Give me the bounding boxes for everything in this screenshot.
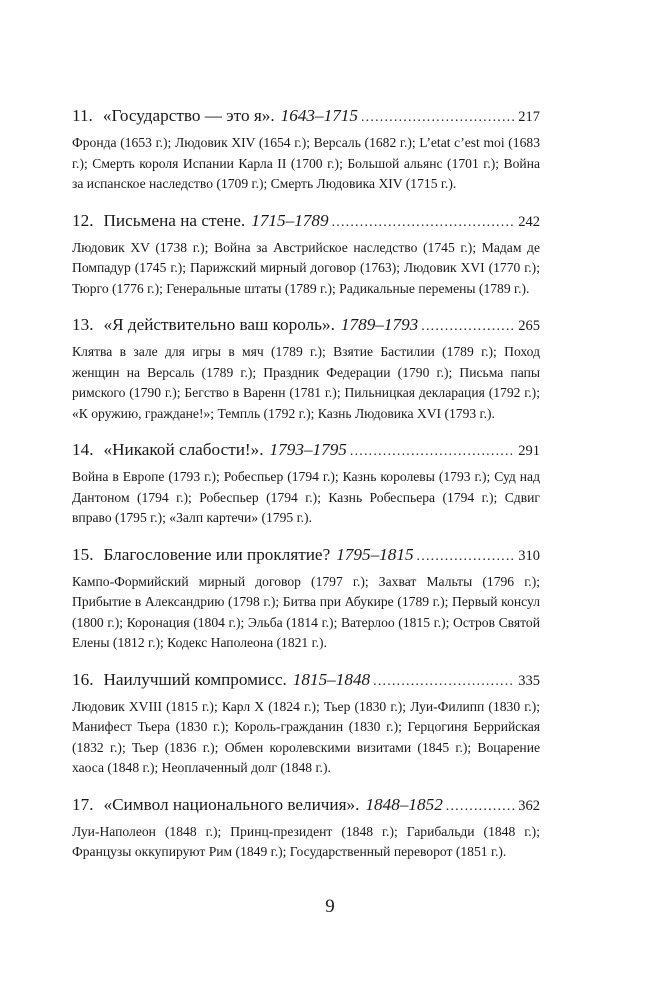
chapter-years: 1848–1852	[365, 794, 443, 814]
chapter-title: Благословение или проклятие?	[103, 544, 331, 564]
chapter-heading	[72, 668, 540, 694]
chapter-number: 15.	[72, 544, 94, 564]
chapter-title: Наилучший компромисс.	[103, 669, 287, 689]
chapter-description: Клятва в зале для игры в мяч (1789 г.); Взятие Бастилии (1789 г.); Поход женщин на Версаль (1789 г.); Праздник Федерации (1790 г.); Письма папы римского (1790 г.); Бегство в Варенн (1781 г.); Пильницкая декларация (1792 г.); «К оружию, граждане!»; Темпль (1792 г.); Казнь Людовика XVI (1793 г.).	[72, 344, 540, 421]
toc-entry-16	[72, 668, 540, 779]
chapter-page-number: 362	[518, 797, 540, 814]
chapter-page-number: 217	[518, 109, 540, 125]
page-number: 9	[325, 896, 335, 917]
chapter-page-number: 265	[518, 318, 540, 334]
chapter-heading	[72, 793, 540, 819]
chapter-years: 1793–1795	[269, 440, 347, 459]
chapter-number: 16.	[72, 669, 94, 689]
chapter-heading	[72, 209, 540, 235]
chapter-page-number: 242	[518, 213, 540, 230]
table-of-contents	[72, 104, 540, 877]
chapter-number: 12.	[72, 210, 94, 230]
dot-leader	[332, 211, 516, 235]
chapter-number: 17.	[72, 794, 94, 814]
chapter-years: 1795–1815	[336, 544, 414, 564]
toc-entry-15	[72, 543, 540, 654]
chapter-number: 14.	[72, 440, 94, 459]
chapter-years: 1643–1715	[280, 106, 358, 125]
chapter-number: 11.	[72, 106, 93, 125]
dot-leader	[417, 545, 516, 569]
chapter-description: Кампо-Формийский мирный договор (1797 г.); Захват Мальты (1796 г.); Прибытие в Александрию (1798 г.); Битва при Абукире (1789 г.); Первый консул (1800 г.); Коронация (1804 г.); Эльба (1814 г.); Ватерлоо (1815 г.); Остров Святой Елены (1812 г.); Кодекс Наполеона (1821 г.).	[72, 573, 540, 650]
chapter-heading	[72, 543, 540, 569]
toc-entry-12	[72, 209, 540, 300]
chapter-description: Фронда (1653 г.); Людовик XIV (1654 г.); Версаль (1682 г.); L’etat c’est moi (1683 г.); Смерть короля Испании Карла II (1700 г.); Большой альянс (1701 г.); Война за испанское наследство (1709 г.); Смерть Людовика XIV (1715 г.).	[72, 135, 540, 191]
chapter-title: «Символ национального величия».	[103, 794, 360, 814]
dot-leader	[350, 440, 515, 464]
toc-entry-14	[72, 438, 540, 529]
chapter-page-number: 335	[518, 672, 540, 689]
chapter-heading	[72, 104, 540, 130]
chapter-years: 1815–1848	[292, 669, 371, 689]
chapter-title: «Я действительно ваш король».	[103, 315, 335, 334]
chapter-years: 1715–1789	[251, 210, 329, 230]
chapter-description: Война в Европе (1793 г.); Робеспьер (1794 г.); Казнь королевы (1793 г.); Суд над Дантоном (1794 г.); Робеспьер (1794 г.); Казнь Робеспьера (1794 г.); Сдвиг вправо (1795 г.); «Залп картечи» (1795 г.).	[72, 469, 540, 525]
toc-entry-13	[72, 313, 540, 424]
chapter-description: Людовик XV (1738 г.); Война за Австрийское наследство (1745 г.); Мадам де Помпадур (1745 г.); Парижский мирный договор (1763); Людовик XVI (1770 г.); Тюрго (1776 г.); Генеральные штаты (1789 г.); Радикальные перемены (1789 г.).	[72, 239, 540, 296]
chapter-description: Людовик XVIII (1815 г.); Карл X (1824 г.); Тьер (1830 г.); Луи-Филипп (1830 г.); Манифест Тьера (1830 г.); Король-гражданин (1830 г.); Герцогиня Беррийская (1832 г.); Тьер (1836 г.); Обмен королевскими визитами (1845 г.); Воцарение хаоса (1848 г.); Неоплаченный долг (1848 г.).	[72, 698, 540, 775]
chapter-page-number: 291	[518, 443, 540, 459]
chapter-description: Луи-Наполеон (1848 г.); Принц-президент (1848 г.); Гарибальди (1848 г.); Французы оккупируют Рим (1849 г.); Государственный переворот (1851 г.).	[72, 823, 540, 859]
dot-leader	[361, 106, 515, 130]
chapter-heading	[72, 438, 540, 464]
toc-entry-11	[72, 104, 540, 195]
chapter-years: 1789–1793	[340, 315, 419, 334]
chapter-title: Письмена на стене.	[103, 210, 246, 230]
chapter-title: «Никакой слабости!».	[103, 440, 264, 459]
toc-entry-17	[72, 793, 540, 863]
chapter-number: 13.	[72, 315, 94, 334]
dot-leader	[446, 795, 515, 819]
chapter-page-number: 310	[518, 547, 540, 564]
chapter-title: «Государство — это я».	[102, 106, 275, 125]
dot-leader	[421, 315, 515, 339]
dot-leader	[373, 670, 515, 694]
chapter-heading	[72, 313, 540, 339]
